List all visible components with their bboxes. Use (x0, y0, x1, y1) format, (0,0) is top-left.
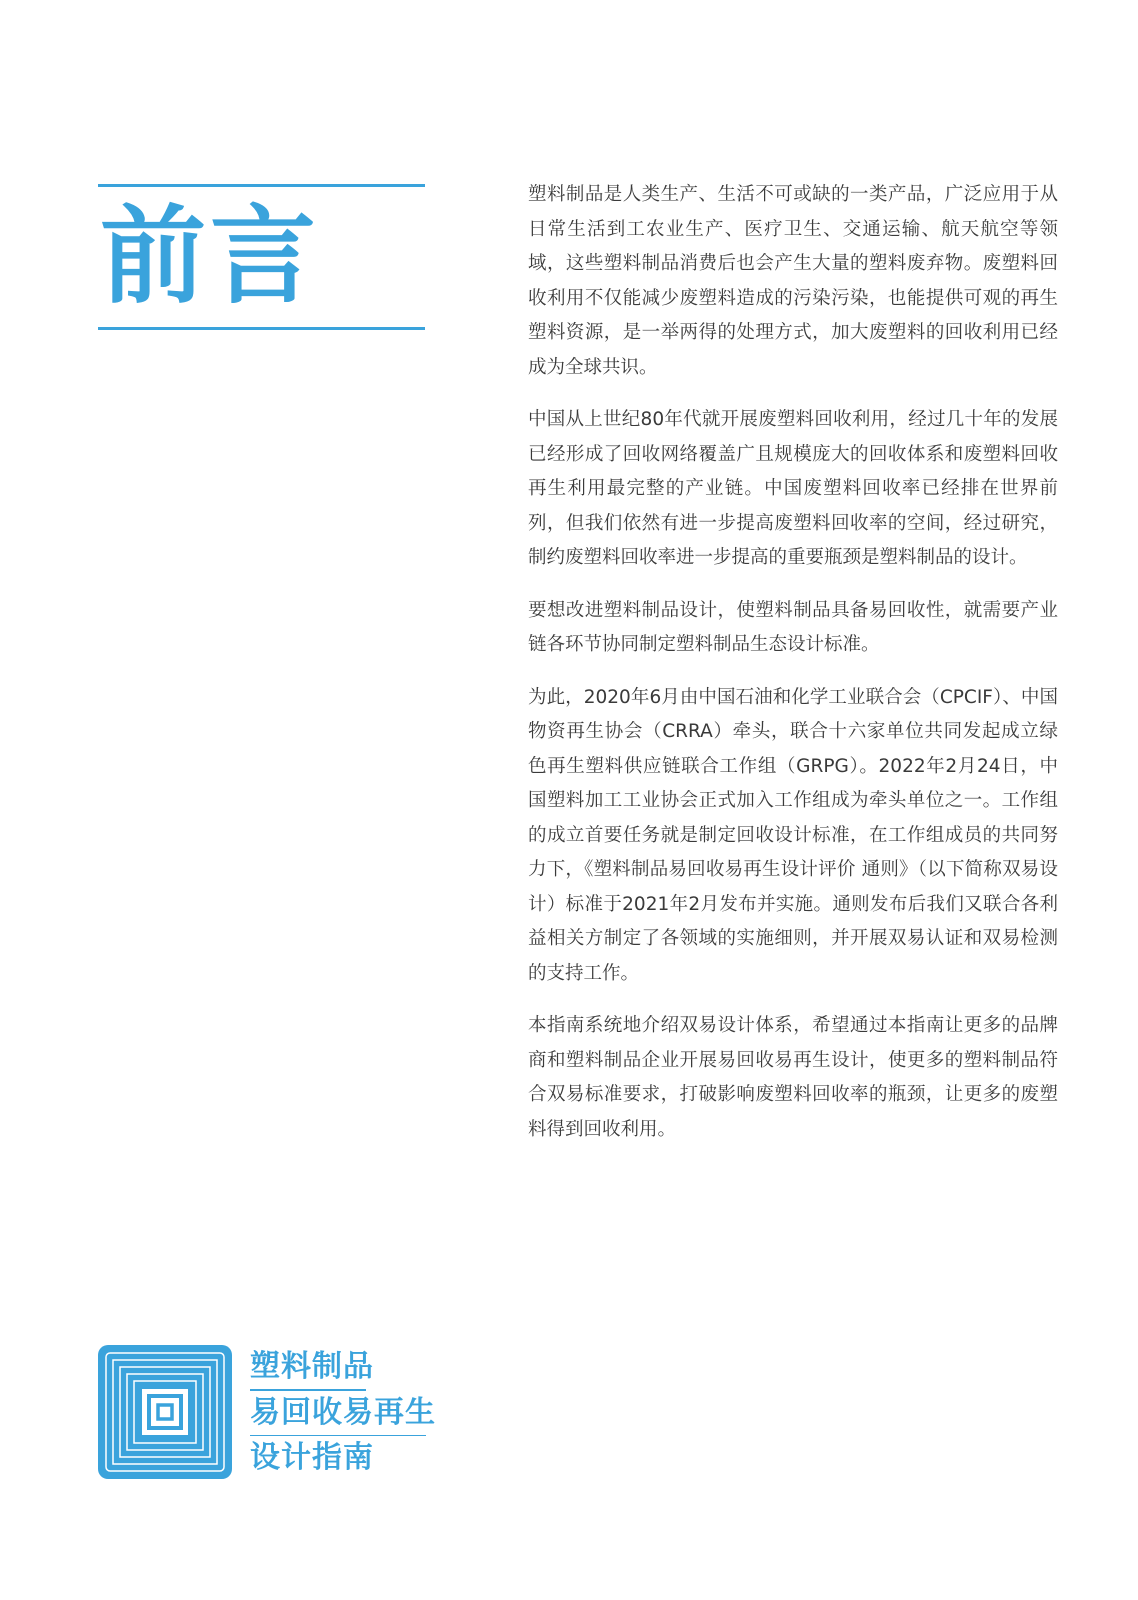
logo-line-1: 塑料制品 (250, 1349, 374, 1384)
paragraph-2: 中国从上世纪80年代就开展废塑料回收利用，经过几十年的发展已经形成了回收网络覆盖广且规模庞大的回收体系和废塑料回收再生利用最完整的产业链。中国废塑料回收率已经排在世界前列，但我们依然有进一步提高废塑料回收率的空间，经过研究，制约废塑料回收率进一步提高的重要瓶颈是塑料制品的设计。 (528, 409, 1058, 568)
logo-line-2: 易回收易再生 (250, 1394, 436, 1430)
recycle-square-icon (98, 1345, 232, 1479)
logo-text (250, 1345, 436, 1480)
page-title: 前言 (100, 195, 320, 318)
paragraph-1: 塑料制品是人类生产、生活不可或缺的一类产品，广泛应用于从日常生活到工农业生产、医疗卫生、交通运输、航天航空等领域，这些塑料制品消费后也会产生大量的塑料废弃物。废塑料回收利用不仅能减少废塑料造成的污染污染，也能提供可观的再生塑料资源，是一举两得的处理方式，加大废塑料的回收利用已经成为全球共识。 (528, 184, 1058, 378)
title-bottom-rule (98, 327, 425, 330)
title-block (98, 184, 425, 330)
paragraph-5: 本指南系统地介绍双易设计体系，希望通过本指南让更多的品牌商和塑料制品企业开展易回收易再生设计，使更多的塑料制品符合双易标准要求，打破影响废塑料回收率的瓶颈，让更多的废塑料得到回收利用。 (528, 1015, 1058, 1140)
paragraph-3: 要想改进塑料制品设计，使塑料制品具备易回收性，就需要产业链各环节协同制定塑料制品生态设计标准。 (528, 599, 1058, 655)
preface-body (528, 178, 1058, 1165)
guide-logo (98, 1345, 438, 1485)
logo-line-3: 设计指南 (250, 1440, 374, 1475)
paragraph-4: 为此，2020年6月由中国石油和化学工业联合会（CPCIF）、中国物资再生协会（CRRA）牵头，联合十六家单位共同发起成立绿色再生塑料供应链联合工作组（GRPG）。2022年2月24日，中国塑料加工工业协会正式加入工作组成为牵头单位之一。工作组的成立首要任务就是制定回收设计标准，在工作组成员的共同努力下，《塑料制品易回收易再生设计评价 通则》（以下简称双易设计）标准于2021年2月发布并实施。通则发布后我们又联合各利益相关方制定了各领域的实施细则，并开展双易认证和双易检测的支持工作。 (528, 686, 1058, 984)
